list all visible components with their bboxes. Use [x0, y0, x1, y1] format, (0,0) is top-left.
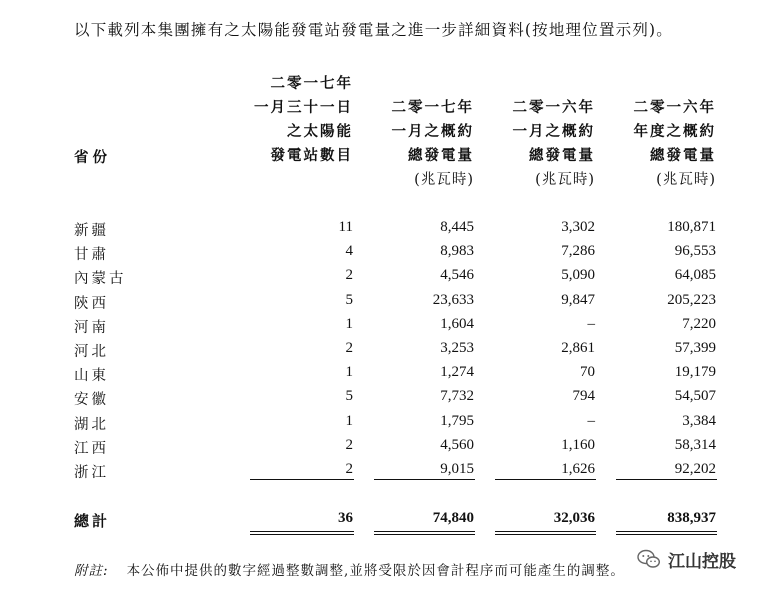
year2016-cell: 180,871 [667, 219, 716, 235]
jan2017-cell: 1,795 [440, 412, 474, 429]
header-jan2016-line: 一月之概約 [512, 123, 595, 140]
stations-cell: 2 [345, 339, 353, 356]
year2016-cell: 205,223 [667, 291, 716, 308]
year2016-cell: 58,314 [674, 436, 716, 453]
stations-cell: 5 [345, 388, 353, 405]
jan2016-cell: 9,847 [561, 291, 595, 308]
table-row [0, 461, 778, 485]
header-jan2017-line: 二零一七年 [391, 99, 474, 116]
header-jan2016-line: 二零一六年 [512, 99, 595, 116]
total-double-rule [495, 531, 596, 535]
header-stations-line: 發電站數目 [270, 147, 353, 164]
header-stations-line: 之太陽能 [287, 123, 353, 140]
table-row [0, 388, 778, 412]
jan2016-cell: 794 [572, 388, 595, 405]
header-year2016 [634, 96, 717, 192]
header-stations-line: 一月三十一日 [254, 99, 353, 116]
stations-cell: 2 [345, 267, 353, 284]
header-province: 省份 [74, 149, 111, 166]
header-stations [254, 72, 353, 168]
jan2017-cell: 3,253 [440, 339, 474, 356]
province-cell: 陝西 [74, 295, 109, 312]
table-body [0, 219, 778, 485]
stations-cell: 2 [345, 436, 353, 453]
province-cell: 新疆 [74, 223, 109, 239]
table-row [0, 437, 778, 461]
table-row [0, 243, 778, 267]
subtotal-rule [616, 479, 717, 480]
jan2016-cell: 1,160 [561, 436, 595, 453]
total-double-rule [374, 531, 475, 535]
header-jan2016 [513, 96, 596, 192]
footnote-label: 附註: [74, 563, 109, 579]
province-cell: 河北 [74, 343, 109, 360]
province-cell: 內蒙古 [74, 271, 127, 288]
stations-cell: 1 [345, 364, 353, 381]
year2016-cell: 3,384 [682, 412, 716, 429]
watermark [636, 546, 736, 572]
year2016-cell: 57,399 [674, 339, 716, 356]
jan2017-cell: 4,546 [440, 267, 474, 284]
province-cell: 湖北 [74, 416, 109, 433]
jan2017-cell: 8,983 [440, 243, 474, 260]
year2016-cell: 92,202 [674, 460, 716, 477]
jan2017-cell: 8,445 [440, 219, 474, 235]
header-jan2017-unit: (兆瓦時) [414, 172, 474, 188]
year2016-cell: 64,085 [674, 267, 716, 284]
province-cell: 河南 [74, 319, 109, 336]
jan2017-cell: 4,560 [440, 436, 474, 453]
wechat-logo-icon [636, 546, 662, 572]
total-double-rule [250, 531, 354, 535]
year2016-cell: 7,220 [682, 315, 716, 332]
header-year2016-line: 二零一六年 [633, 99, 716, 116]
subtotal-rule [374, 479, 475, 480]
header-year2016-unit: (兆瓦時) [656, 172, 716, 188]
total-stations: 36 [338, 510, 353, 526]
header-jan2016-line: 總發電量 [529, 147, 595, 164]
jan2017-cell: 7,732 [440, 388, 474, 405]
stations-cell: 11 [338, 219, 353, 235]
footnote [74, 559, 625, 579]
header-jan2017-line: 一月之概約 [391, 123, 474, 140]
total-label: 總計 [74, 512, 111, 530]
table-row [0, 267, 778, 291]
province-cell: 浙江 [74, 464, 109, 481]
table-row [0, 219, 778, 243]
stations-cell: 4 [345, 243, 353, 260]
intro-text: 以下載列本集團擁有之太陽能發電站發電量之進一步詳細資料(按地理位置示列)。 [74, 21, 673, 39]
header-year2016-line: 總發電量 [650, 147, 716, 164]
jan2016-cell: – [587, 412, 595, 429]
stations-cell: 1 [345, 412, 353, 429]
header-jan2017 [392, 96, 475, 192]
year2016-cell: 19,179 [674, 364, 716, 381]
subtotal-rule [495, 479, 596, 480]
table-row [0, 340, 778, 364]
table-row [0, 413, 778, 437]
province-cell: 安徽 [74, 392, 109, 409]
total-double-rule [616, 531, 717, 535]
header-stations-line: 二零一七年 [270, 75, 353, 92]
province-cell: 甘肅 [74, 247, 109, 264]
table-row [0, 316, 778, 340]
province-cell: 江西 [74, 440, 109, 457]
jan2017-cell: 9,015 [440, 460, 474, 477]
jan2016-cell: 1,626 [561, 460, 595, 477]
stations-cell: 1 [345, 315, 353, 332]
jan2016-cell: – [587, 315, 595, 332]
watermark-text: 江山控股 [668, 551, 736, 572]
jan2016-cell: 70 [580, 364, 595, 381]
province-cell: 山東 [74, 368, 109, 385]
header-jan2017-line: 總發電量 [408, 147, 474, 164]
table-row [0, 292, 778, 316]
jan2016-cell: 7,286 [561, 243, 595, 260]
jan2016-cell: 5,090 [561, 267, 595, 284]
table-row [0, 364, 778, 388]
total-jan2016: 32,036 [553, 510, 595, 526]
header-year2016-line: 年度之概約 [633, 123, 716, 140]
header-jan2016-unit: (兆瓦時) [535, 172, 595, 188]
jan2016-cell: 2,861 [561, 339, 595, 356]
total-year2016: 838,937 [667, 510, 716, 526]
footnote-text: 本公佈中提供的數字經過整數調整,並將受限於因會計程序而可能產生的調整。 [126, 563, 625, 579]
year2016-cell: 54,507 [674, 388, 716, 405]
jan2017-cell: 1,604 [440, 315, 474, 332]
jan2017-cell: 1,274 [440, 364, 474, 381]
stations-cell: 5 [345, 291, 353, 308]
stations-cell: 2 [345, 460, 353, 477]
jan2016-cell: 3,302 [561, 219, 595, 235]
jan2017-cell: 23,633 [432, 291, 474, 308]
year2016-cell: 96,553 [674, 243, 716, 260]
total-jan2017: 74,840 [432, 510, 474, 526]
subtotal-rule [250, 479, 354, 480]
